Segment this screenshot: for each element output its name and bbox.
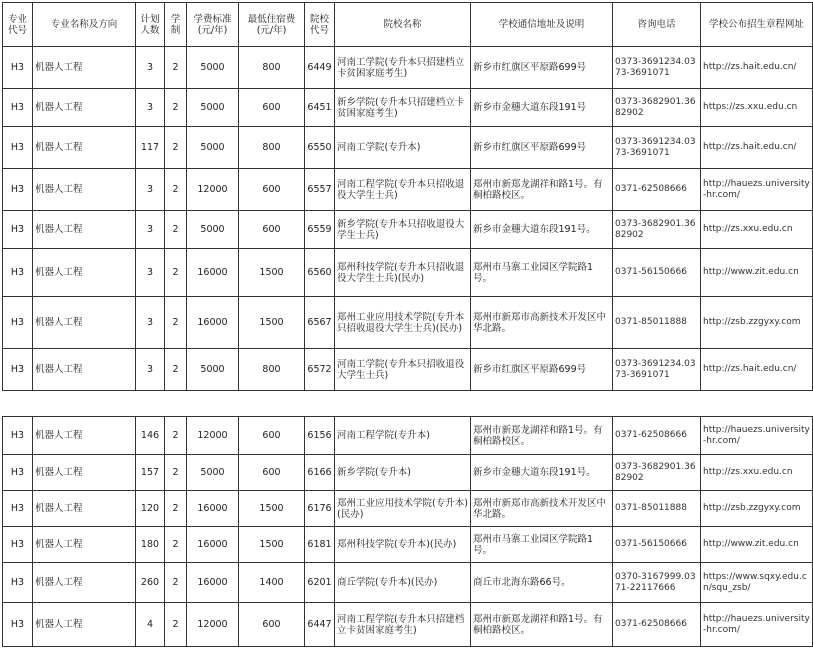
school-name-cell: 河南工程学院(专升本只招建档立卡贫困家庭考生) — [335, 603, 471, 647]
url-cell: http://zs.xxu.edu.cn — [701, 211, 813, 249]
major-name-cell: 机器人工程 — [33, 455, 136, 491]
table-row — [3, 563, 813, 603]
school-name-cell: 郑州科技学院(专升本)(民办) — [335, 527, 471, 563]
table-row — [3, 89, 813, 127]
major-name-cell: 机器人工程 — [33, 211, 136, 249]
table-row — [3, 127, 813, 169]
dorm-fee-cell: 600 — [239, 211, 305, 249]
plan-count-cell: 3 — [136, 349, 165, 391]
tuition-cell: 16000 — [187, 297, 239, 349]
major-code-cell: H3 — [3, 527, 33, 563]
school-name-cell: 郑州工业应用技术学院(专升本)(民办) — [335, 491, 471, 527]
major-code-cell: H3 — [3, 349, 33, 391]
phone-cell: 0373-3691234.0373-3691071 — [613, 47, 701, 89]
school-name-cell: 河南工学院(专升本) — [335, 127, 471, 169]
phone-cell: 0371-62508666 — [613, 417, 701, 455]
table-row — [3, 417, 813, 455]
dorm-fee-cell: 600 — [239, 603, 305, 647]
plan-count-cell: 3 — [136, 169, 165, 211]
table-row — [3, 47, 813, 89]
url-cell: http://www.zit.edu.cn — [701, 249, 813, 297]
table-row — [3, 455, 813, 491]
url-cell: http://zs.hait.edu.cn/ — [701, 47, 813, 89]
major-code-cell: H3 — [3, 169, 33, 211]
dorm-fee-cell: 600 — [239, 455, 305, 491]
dorm-fee-cell: 1500 — [239, 527, 305, 563]
header-url: 学校公布招生章程网址 — [701, 3, 813, 47]
header-school-name: 院校名称 — [335, 3, 471, 47]
school-code-cell: 6166 — [305, 455, 335, 491]
plan-count-cell: 3 — [136, 211, 165, 249]
url-cell: https://zs.xxu.edu.cn — [701, 89, 813, 127]
address-cell: 新乡市红旗区平原路699号 — [471, 349, 613, 391]
dorm-fee-cell: 800 — [239, 47, 305, 89]
tuition-cell: 12000 — [187, 603, 239, 647]
url-cell: http://hauezs.university-hr.com/ — [701, 169, 813, 211]
dorm-fee-cell: 800 — [239, 349, 305, 391]
address-cell: 郑州市新郑市高新技术开发区中华北路。 — [471, 491, 613, 527]
major-name-cell: 机器人工程 — [33, 47, 136, 89]
years-cell: 2 — [165, 527, 187, 563]
school-code-cell: 6567 — [305, 297, 335, 349]
dorm-fee-cell: 600 — [239, 169, 305, 211]
school-name-cell: 河南工学院(专升本只招建档立卡贫困家庭考生) — [335, 47, 471, 89]
table-row — [3, 603, 813, 647]
tuition-cell: 12000 — [187, 417, 239, 455]
plan-count-cell: 3 — [136, 297, 165, 349]
dorm-fee-cell: 600 — [239, 89, 305, 127]
dorm-fee-cell: 1500 — [239, 297, 305, 349]
major-code-cell: H3 — [3, 491, 33, 527]
major-code-cell: H3 — [3, 89, 33, 127]
major-code-cell: H3 — [3, 417, 33, 455]
years-cell: 2 — [165, 89, 187, 127]
address-cell: 商丘市北海东路66号。 — [471, 563, 613, 603]
plan-count-cell: 4 — [136, 603, 165, 647]
plan-count-cell: 3 — [136, 47, 165, 89]
table-row — [3, 297, 813, 349]
major-code-cell: H3 — [3, 127, 33, 169]
school-code-cell: 6559 — [305, 211, 335, 249]
address-cell: 新乡市金穗大道东段191号。 — [471, 211, 613, 249]
school-code-cell: 6181 — [305, 527, 335, 563]
header-major-name: 专业名称及方向 — [33, 3, 136, 47]
tuition-cell: 5000 — [187, 89, 239, 127]
school-code-cell: 6176 — [305, 491, 335, 527]
school-code-cell: 6572 — [305, 349, 335, 391]
url-cell: http://zs.hait.edu.cn/ — [701, 127, 813, 169]
phone-cell: 0371-56150666 — [613, 527, 701, 563]
phone-cell: 0373-3691234.0373-3691071 — [613, 349, 701, 391]
years-cell: 2 — [165, 297, 187, 349]
tuition-cell: 16000 — [187, 491, 239, 527]
major-name-cell: 机器人工程 — [33, 89, 136, 127]
table-row — [3, 211, 813, 249]
phone-cell: 0373-3691234.0373-3691071 — [613, 127, 701, 169]
header-major-code: 专业代号 — [3, 3, 33, 47]
phone-cell: 0371-56150666 — [613, 249, 701, 297]
phone-cell: 0370-3167999.0371-22117666 — [613, 563, 701, 603]
tuition-cell: 5000 — [187, 127, 239, 169]
years-cell: 2 — [165, 169, 187, 211]
address-cell: 新乡市金穗大道东段191号。 — [471, 455, 613, 491]
major-name-cell: 机器人工程 — [33, 127, 136, 169]
school-name-cell: 河南工程学院(专升本只招收退役大学生士兵) — [335, 169, 471, 211]
school-code-cell: 6156 — [305, 417, 335, 455]
major-name-cell: 机器人工程 — [33, 417, 136, 455]
school-name-cell: 河南工程学院(专升本) — [335, 417, 471, 455]
header-plan: 计划人数 — [136, 3, 165, 47]
school-name-cell: 郑州科技学院(专升本只招收退役大学生士兵)(民办) — [335, 249, 471, 297]
header-school-code: 院校代号 — [305, 3, 335, 47]
school-name-cell: 新乡学院(专升本) — [335, 455, 471, 491]
years-cell: 2 — [165, 417, 187, 455]
url-cell: http://zs.hait.edu.cn/ — [701, 349, 813, 391]
school-name-cell: 河南工学院(专升本只招收退役大学生士兵) — [335, 349, 471, 391]
address-cell: 郑州市新郑龙湖祥和路1号。有桐柏路校区。 — [471, 169, 613, 211]
url-cell: http://hauezs.university-hr.com/ — [701, 417, 813, 455]
major-name-cell: 机器人工程 — [33, 563, 136, 603]
years-cell: 2 — [165, 603, 187, 647]
admission-table-top — [2, 2, 813, 391]
years-cell: 2 — [165, 563, 187, 603]
url-cell: http://zs.xxu.edu.cn — [701, 455, 813, 491]
url-cell: http://hauezs.university-hr.com/ — [701, 603, 813, 647]
major-name-cell: 机器人工程 — [33, 349, 136, 391]
tuition-cell: 5000 — [187, 47, 239, 89]
plan-count-cell: 3 — [136, 249, 165, 297]
school-name-cell: 郑州工业应用技术学院(专升本只招收退役大学生士兵)(民办) — [335, 297, 471, 349]
table-row — [3, 491, 813, 527]
major-code-cell: H3 — [3, 297, 33, 349]
header-tuition: 学费标准(元/年) — [187, 3, 239, 47]
address-cell: 新乡市金穗大道东段191号 — [471, 89, 613, 127]
address-cell: 郑州市新郑龙湖祥和路1号。有桐柏路校区。 — [471, 603, 613, 647]
years-cell: 2 — [165, 127, 187, 169]
address-cell: 新乡市红旗区平原路699号 — [471, 47, 613, 89]
header-phone: 咨询电话 — [613, 3, 701, 47]
header-address: 学校通信地址及说明 — [471, 3, 613, 47]
plan-count-cell: 146 — [136, 417, 165, 455]
school-name-cell: 新乡学院(专升本只招收退役大学生士兵) — [335, 211, 471, 249]
phone-cell: 0373-3682901.3682902 — [613, 455, 701, 491]
tuition-cell: 12000 — [187, 169, 239, 211]
major-name-cell: 机器人工程 — [33, 603, 136, 647]
school-code-cell: 6449 — [305, 47, 335, 89]
major-code-cell: H3 — [3, 211, 33, 249]
school-code-cell: 6447 — [305, 603, 335, 647]
years-cell: 2 — [165, 349, 187, 391]
url-cell: https://www.sqxy.edu.cn/squ_zsb/ — [701, 563, 813, 603]
major-code-cell: H3 — [3, 47, 33, 89]
major-code-cell: H3 — [3, 249, 33, 297]
tuition-cell: 16000 — [187, 527, 239, 563]
address-cell: 郑州市新郑市高新技术开发区中华北路。 — [471, 297, 613, 349]
plan-count-cell: 120 — [136, 491, 165, 527]
address-cell: 郑州市马寨工业园区学院路1号。 — [471, 249, 613, 297]
phone-cell: 0371-62508666 — [613, 603, 701, 647]
address-cell: 新乡市红旗区平原路699号 — [471, 127, 613, 169]
phone-cell: 0373-3682901.3682902 — [613, 89, 701, 127]
major-name-cell: 机器人工程 — [33, 169, 136, 211]
dorm-fee-cell: 1500 — [239, 249, 305, 297]
table-row — [3, 249, 813, 297]
major-code-cell: H3 — [3, 603, 33, 647]
phone-cell: 0371-85011888 — [613, 491, 701, 527]
url-cell: http://zsb.zzgyxy.com — [701, 297, 813, 349]
phone-cell: 0371-62508666 — [613, 169, 701, 211]
tuition-cell: 5000 — [187, 211, 239, 249]
school-name-cell: 商丘学院(专升本)(民办) — [335, 563, 471, 603]
dorm-fee-cell: 1500 — [239, 491, 305, 527]
tuition-cell: 16000 — [187, 249, 239, 297]
years-cell: 2 — [165, 211, 187, 249]
major-code-cell: H3 — [3, 455, 33, 491]
url-cell: http://zsb.zzgyxy.com — [701, 491, 813, 527]
plan-count-cell: 157 — [136, 455, 165, 491]
plan-count-cell: 180 — [136, 527, 165, 563]
table-row — [3, 349, 813, 391]
dorm-fee-cell: 1400 — [239, 563, 305, 603]
tuition-cell: 5000 — [187, 455, 239, 491]
major-name-cell: 机器人工程 — [33, 297, 136, 349]
school-code-cell: 6560 — [305, 249, 335, 297]
table-row — [3, 527, 813, 563]
years-cell: 2 — [165, 455, 187, 491]
years-cell: 2 — [165, 491, 187, 527]
url-cell: http://www.zit.edu.cn — [701, 527, 813, 563]
phone-cell: 0371-85011888 — [613, 297, 701, 349]
table-row — [3, 169, 813, 211]
school-name-cell: 新乡学院(专升本只招建档立卡贫困家庭考生) — [335, 89, 471, 127]
header-years: 学制 — [165, 3, 187, 47]
major-name-cell: 机器人工程 — [33, 491, 136, 527]
header-dorm-fee: 最低住宿费(元/年) — [239, 3, 305, 47]
school-code-cell: 6550 — [305, 127, 335, 169]
header-row — [3, 3, 813, 47]
school-code-cell: 6201 — [305, 563, 335, 603]
school-code-cell: 6557 — [305, 169, 335, 211]
years-cell: 2 — [165, 47, 187, 89]
tuition-cell: 5000 — [187, 349, 239, 391]
plan-count-cell: 117 — [136, 127, 165, 169]
plan-count-cell: 260 — [136, 563, 165, 603]
major-name-cell: 机器人工程 — [33, 527, 136, 563]
major-code-cell: H3 — [3, 563, 33, 603]
dorm-fee-cell: 600 — [239, 417, 305, 455]
admission-table-bottom — [2, 416, 813, 647]
address-cell: 郑州市新郑龙湖祥和路1号。有桐柏路校区。 — [471, 417, 613, 455]
school-code-cell: 6451 — [305, 89, 335, 127]
years-cell: 2 — [165, 249, 187, 297]
address-cell: 郑州市马寨工业园区学院路1号。 — [471, 527, 613, 563]
plan-count-cell: 3 — [136, 89, 165, 127]
dorm-fee-cell: 800 — [239, 127, 305, 169]
tuition-cell: 16000 — [187, 563, 239, 603]
major-name-cell: 机器人工程 — [33, 249, 136, 297]
phone-cell: 0373-3682901.3682902 — [613, 211, 701, 249]
